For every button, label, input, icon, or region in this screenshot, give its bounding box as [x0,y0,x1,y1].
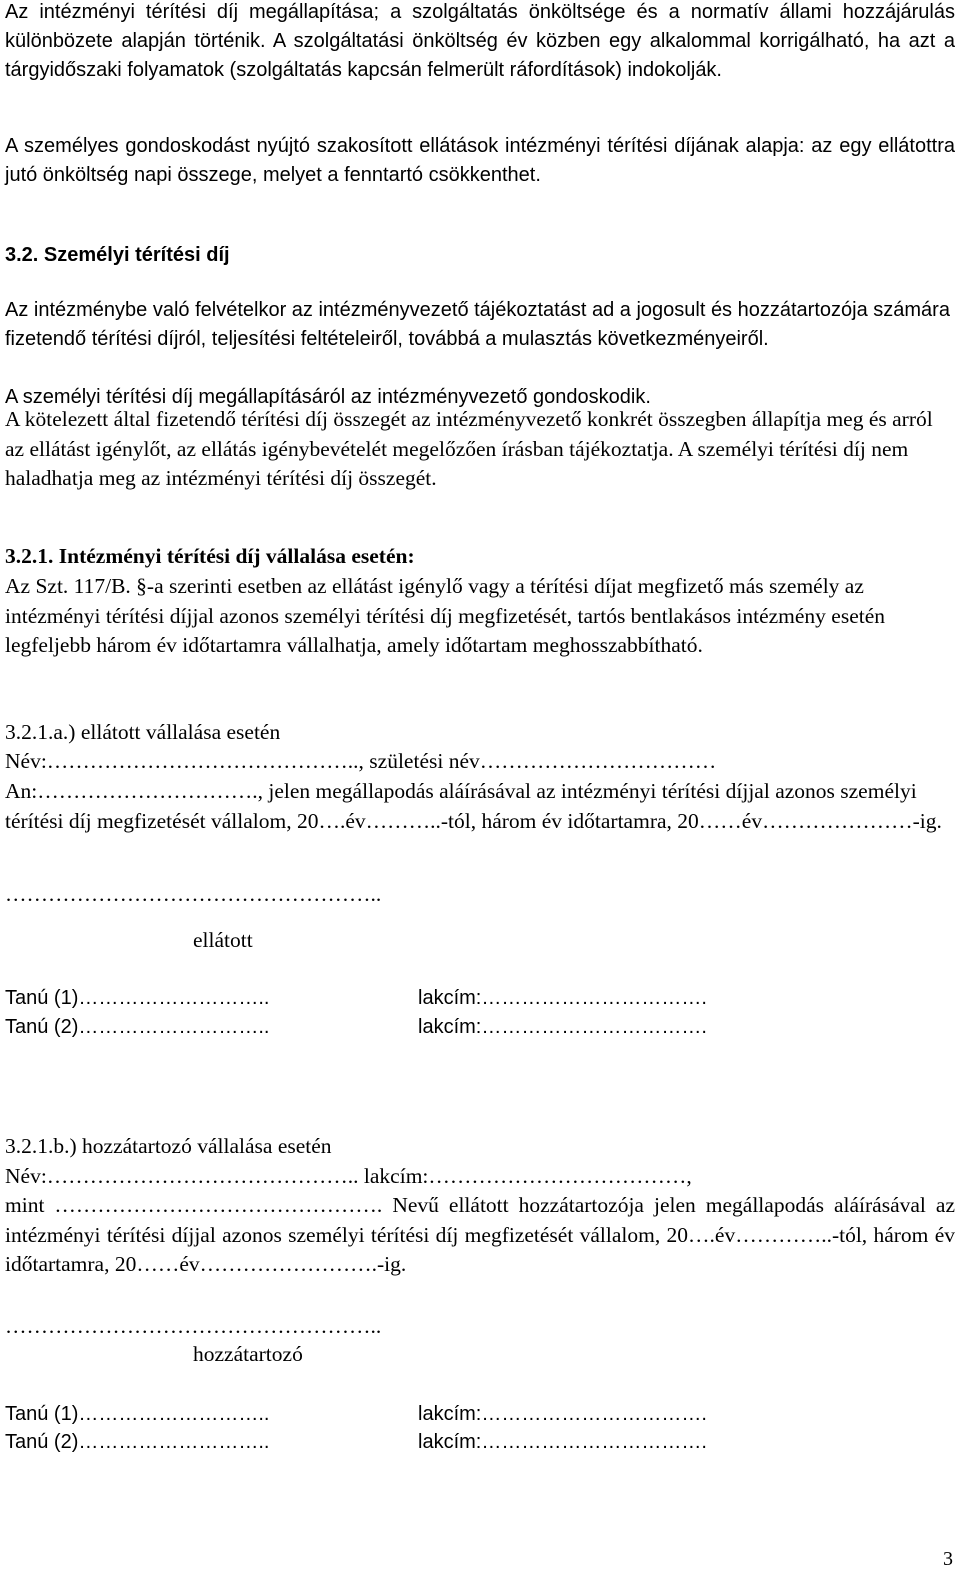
signature-caption-a: ellátott [193,928,253,952]
witness-row-a2 [5,1013,707,1042]
witness-address: lakcím:……………………………. [418,1431,707,1453]
witness-label: Tanú (2)……………………….. [5,1016,270,1038]
witness-label: Tanú (1)……………………….. [5,1403,270,1425]
form-text-declaration-b: mint ………………………………………. Nevű ellátott hozzátartozója jelen megállapodás aláírásával az intézményi térítési díjjal azonos személyi térítési díj megfizetését vállalom, 20….év…………..-tól, három év időtartamra, 20……év…………………….-ig. [5,1193,955,1276]
page-number: 3 [943,1548,953,1570]
witness-row-a1 [5,984,707,1013]
witness-address: lakcím:……………………………. [418,1403,707,1425]
witness-row-b1 [5,1400,707,1429]
form-line-name-a: Név:…………………………………….., születési név…………………………… [5,749,717,773]
form-text-declaration-a: An:…………………………., jelen megállapodás aláírásával az intézményi térítési díjjal azonos személyi térítési díj megfizetését vállalom, 20….év………..-tól, három év időtartamra, 20……év…………………-ig. [5,779,942,833]
subsection-title-a: 3.2.1.a.) ellátott vállalása esetén [5,720,281,744]
section-heading-3-2: 3.2. Személyi térítési díj [5,244,230,266]
witness-label: Tanú (2)……………………….. [5,1431,270,1453]
paragraph-fee-determination: Az intézményi térítési díj megállapítása; a szolgáltatás önköltsége és a normatív állami hozzájárulás különbözete alapján történik. A szolgáltatási önköltség év közben egy alkalommal korrigálható, ha azt a tárgyidőszaki folyamatok (szolgáltatás kapcsán felmerült ráfordítások) indokolják. [5,1,955,81]
subsection-title-b: 3.2.1.b.) hozzátartozó vállalása esetén [5,1134,332,1158]
witness-address: lakcím:……………………………. [418,987,707,1009]
witness-row-b2 [5,1428,707,1457]
paragraph-admission-info: Az intézménybe való felvételkor az intézményvezető tájékoztatást ad a jogosult és hozzátartozója számára fizetendő térítési díjról, teljesítési feltételeiről, továbbá a mulasztás következményeiről. [5,299,950,350]
paragraph-obligor-fee: A kötelezett által fizetendő térítési díj összegét az intézményvezető konkrét összegben állapítja meg és arról az ellátást igénylőt, az ellátás igénybevételét megelőzően írásban tájékoztatja. A személyi térítési díj nem haladhatja meg az intézményi térítési díj összegét. [5,407,933,490]
paragraph-szt-reference: Az Szt. 117/B. §-a szerinti esetben az ellátást igénylő vagy a térítési díjat megfizető más személy az intézményi térítési díjjal azonos személyi térítési díj megfizetését, tartós bentlakásos intézmény esetén legfeljebb három év időtartamra vállalhatja, amely időtartam meghosszabbítható. [5,574,886,657]
form-line-name-b: Név:…………………………………….. lakcím:………………………………, [5,1164,692,1188]
paragraph-fee-basis: A személyes gondoskodást nyújtó szakosított ellátások intézményi térítési díjának alapja: az egy ellátottra jutó önköltség napi összege, melyet a fenntartó csökkenthet. [5,135,955,186]
signature-line-a: …………………………………………….. [5,882,382,906]
witness-label: Tanú (1)……………………….. [5,987,270,1009]
section-heading-3-2-1: 3.2.1. Intézményi térítési díj vállalása esetén: [5,544,415,568]
witness-address: lakcím:……………………………. [418,1016,707,1038]
signature-caption-b: hozzátartozó [193,1342,303,1366]
paragraph-fee-setting: A személyi térítési díj megállapításáról az intézményvezető gondoskodik. [5,386,651,408]
signature-line-b: …………………………………………….. [5,1314,382,1338]
